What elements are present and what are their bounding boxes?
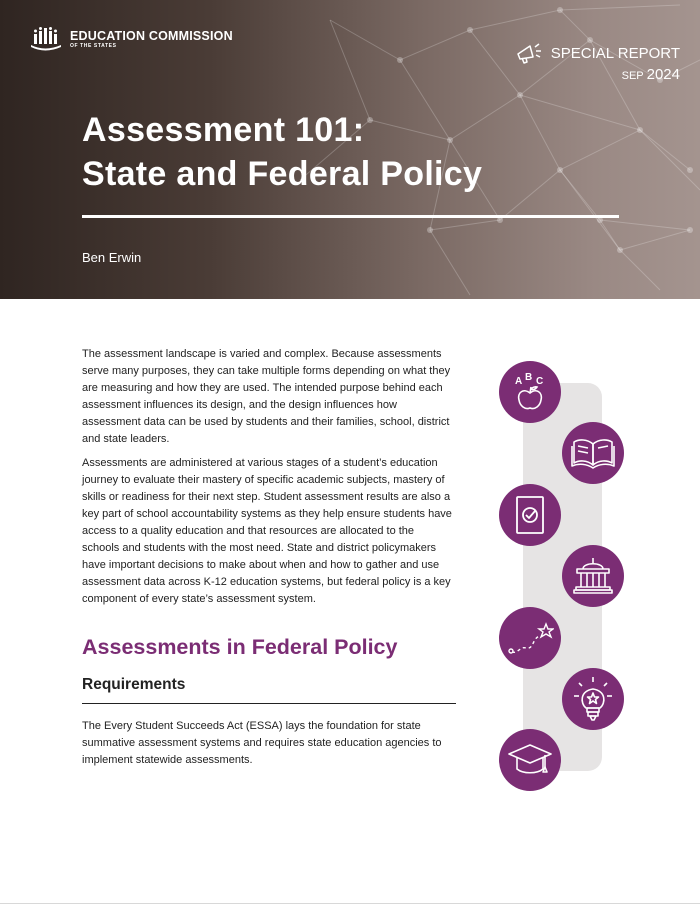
megaphone-icon (515, 42, 543, 64)
report-header (0, 0, 700, 299)
stages-paragraph: Assessments are administered at various stages of a student’s education journey to evaluate their mastery of specific academic subjects, mastery of skills or readiness for their next step. Student assessment results are also a key part of school accountability systems as they help ensure students have access to a quality education and that resources are allocated to the schools and students with the most need. State and district policymakers have important decisions to make about when and how to gather and use assessment data across K-12 education systems, but federal policy is a key component of every state’s assessment system. (82, 457, 452, 605)
svg-text:B: B (525, 372, 533, 383)
capitol-building-icon (562, 545, 624, 607)
org-subtitle: OF THE STATES (70, 42, 117, 49)
abc-apple-icon (499, 361, 561, 423)
essa-paragraph: The Every Student Succeeds Act (ESSA) lays the foundation for state summative assessment systems and requires state education agencies to implement statewide assessments. (82, 720, 442, 766)
ecs-logo (30, 26, 233, 52)
report-month: SEP (621, 70, 644, 82)
lightbulb-icon (562, 668, 624, 730)
title-line-2: State and Federal Policy (82, 155, 483, 193)
special-report-text: SPECIAL REPORT (550, 44, 680, 62)
intro-paragraph: The assessment landscape is varied and complex. Because assessments serve many purposes, they can take multiple forms depending on what they are measuring and how they are used. The intended purpose behind each assessment influences its design, and the design influences how assessment data can be used by students and their families, school, district and state leaders. (82, 348, 451, 445)
main-content (82, 346, 454, 776)
svg-text:C: C (536, 376, 544, 387)
ecs-logo-icon (30, 26, 64, 52)
report-title (82, 108, 482, 196)
org-name: EDUCATION COMMISSION (70, 28, 233, 43)
star-path-icon (499, 607, 561, 669)
checklist-icon (499, 484, 561, 546)
subsection-heading: Requirements (82, 675, 456, 704)
open-book-icon (562, 422, 624, 484)
report-year: 2024 (646, 66, 680, 83)
page-footer-line (0, 903, 700, 904)
title-line-1: Assessment 101: (82, 111, 365, 149)
svg-text:A: A (515, 376, 523, 387)
graduation-cap-icon (499, 729, 561, 791)
special-report-label (515, 42, 680, 64)
section-heading: Assessments in Federal Policy (82, 635, 398, 659)
title-divider (82, 215, 619, 218)
report-date (622, 66, 680, 83)
author-name: Ben Erwin (82, 250, 142, 265)
